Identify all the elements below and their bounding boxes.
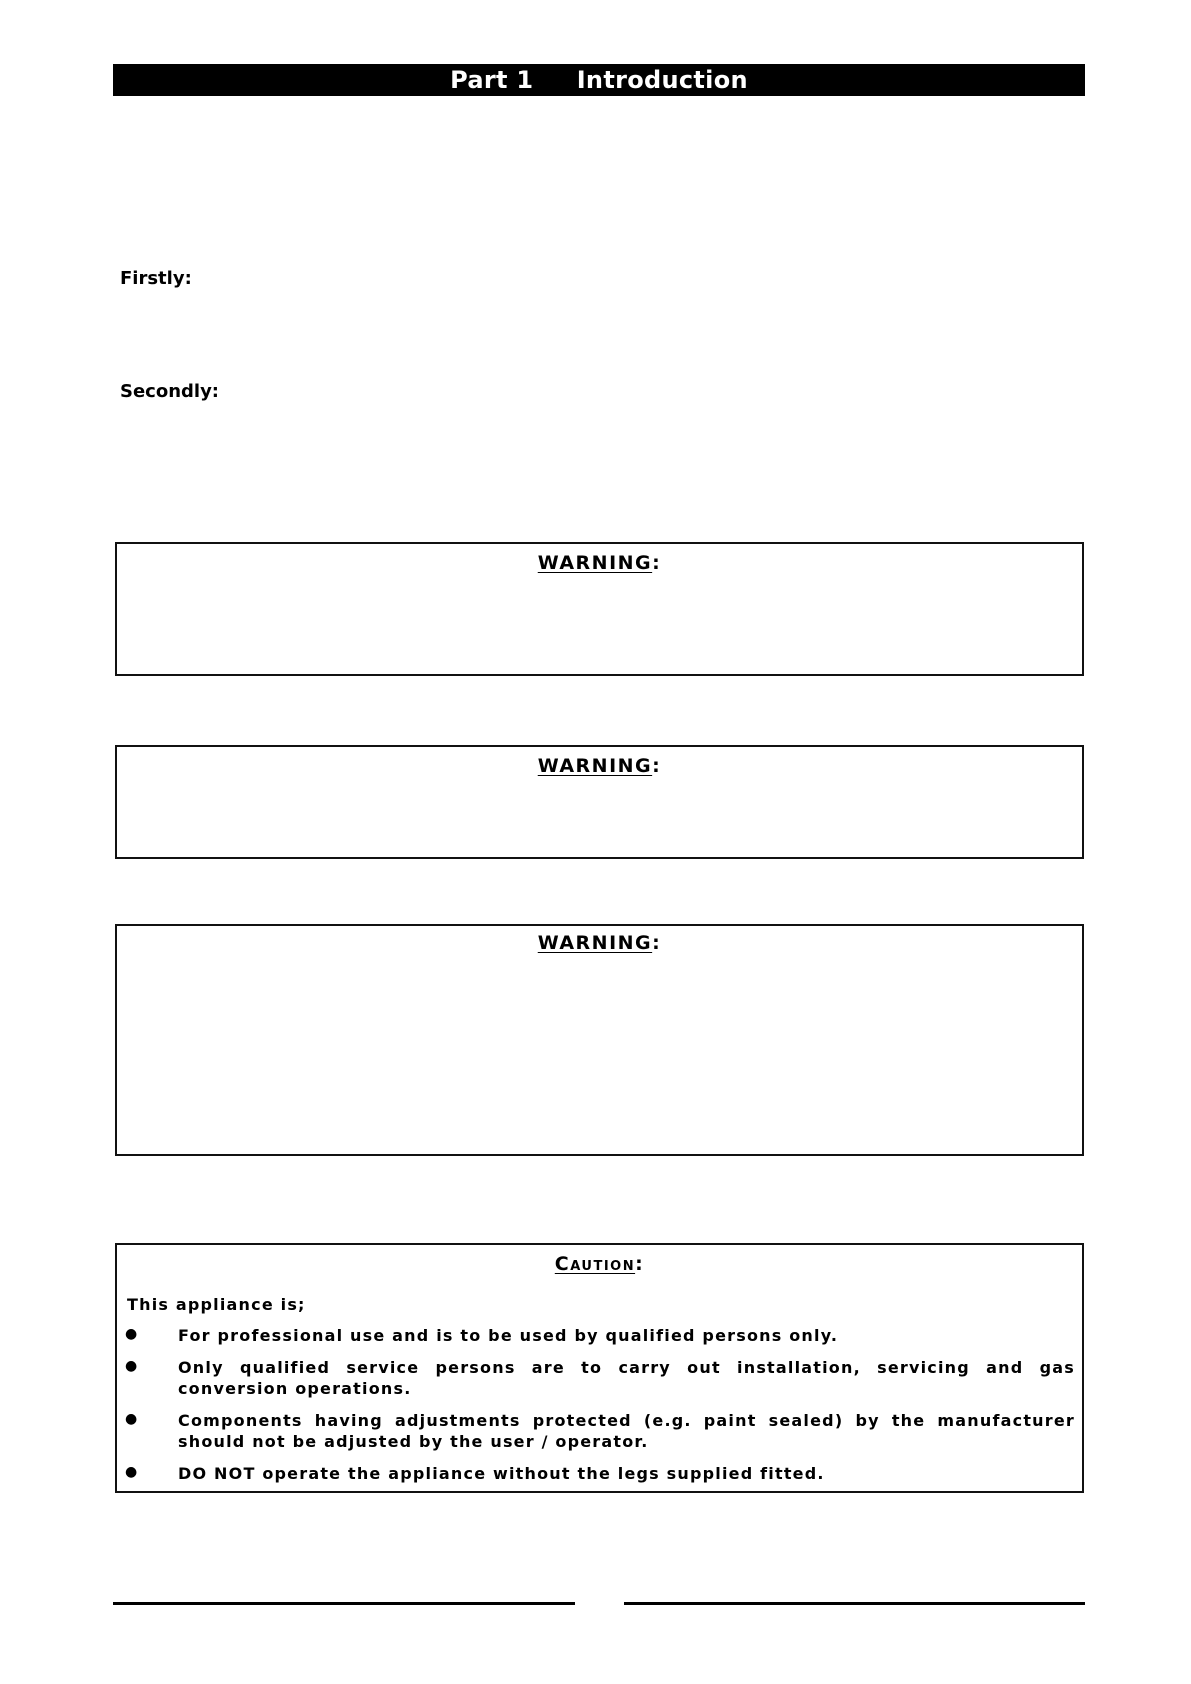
warning-title [117, 932, 1082, 954]
bullet-icon: ● [125, 1464, 138, 1480]
warning-title [117, 755, 1082, 777]
warning-box-2 [115, 745, 1084, 859]
caution-colon: : [635, 1253, 645, 1275]
footer-rule-left [113, 1602, 575, 1605]
warning-title [117, 552, 1082, 574]
caution-title [117, 1253, 1082, 1275]
list-item-text: Only qualified service persons are to carry out installation, servicing and gas conversion operations. [178, 1358, 1075, 1398]
caution-box [115, 1243, 1084, 1493]
page-title: Introduction [576, 66, 748, 94]
bullet-icon: ● [125, 1326, 138, 1342]
footer-rule-right [624, 1602, 1085, 1605]
bullet-icon: ● [125, 1411, 138, 1427]
firstly-label: Firstly: [120, 268, 192, 289]
warning-title-text: WARNING [537, 755, 653, 777]
caution-title-text: Caution [554, 1253, 636, 1275]
secondly-label: Secondly: [120, 381, 220, 402]
warning-box-1 [115, 542, 1084, 676]
list-item-text: Components having adjustments protected (e.g. paint sealed) by the manufacturer should not be adjusted by the user / operator. [178, 1411, 1075, 1451]
part-number: Part 1 [450, 66, 534, 94]
warning-box-3 [115, 924, 1084, 1156]
list-item-text: For professional use and is to be used by qualified persons only. [178, 1326, 839, 1345]
warning-colon: : [652, 552, 662, 574]
warning-title-text: WARNING [537, 552, 653, 574]
section-header-bar [113, 64, 1085, 96]
warning-title-text: WARNING [537, 932, 653, 954]
warning-colon: : [652, 932, 662, 954]
warning-colon: : [652, 755, 662, 777]
caution-intro: This appliance is; [127, 1295, 306, 1314]
list-item-text: DO NOT operate the appliance without the legs supplied fitted. [178, 1464, 825, 1483]
bullet-icon: ● [125, 1358, 138, 1374]
